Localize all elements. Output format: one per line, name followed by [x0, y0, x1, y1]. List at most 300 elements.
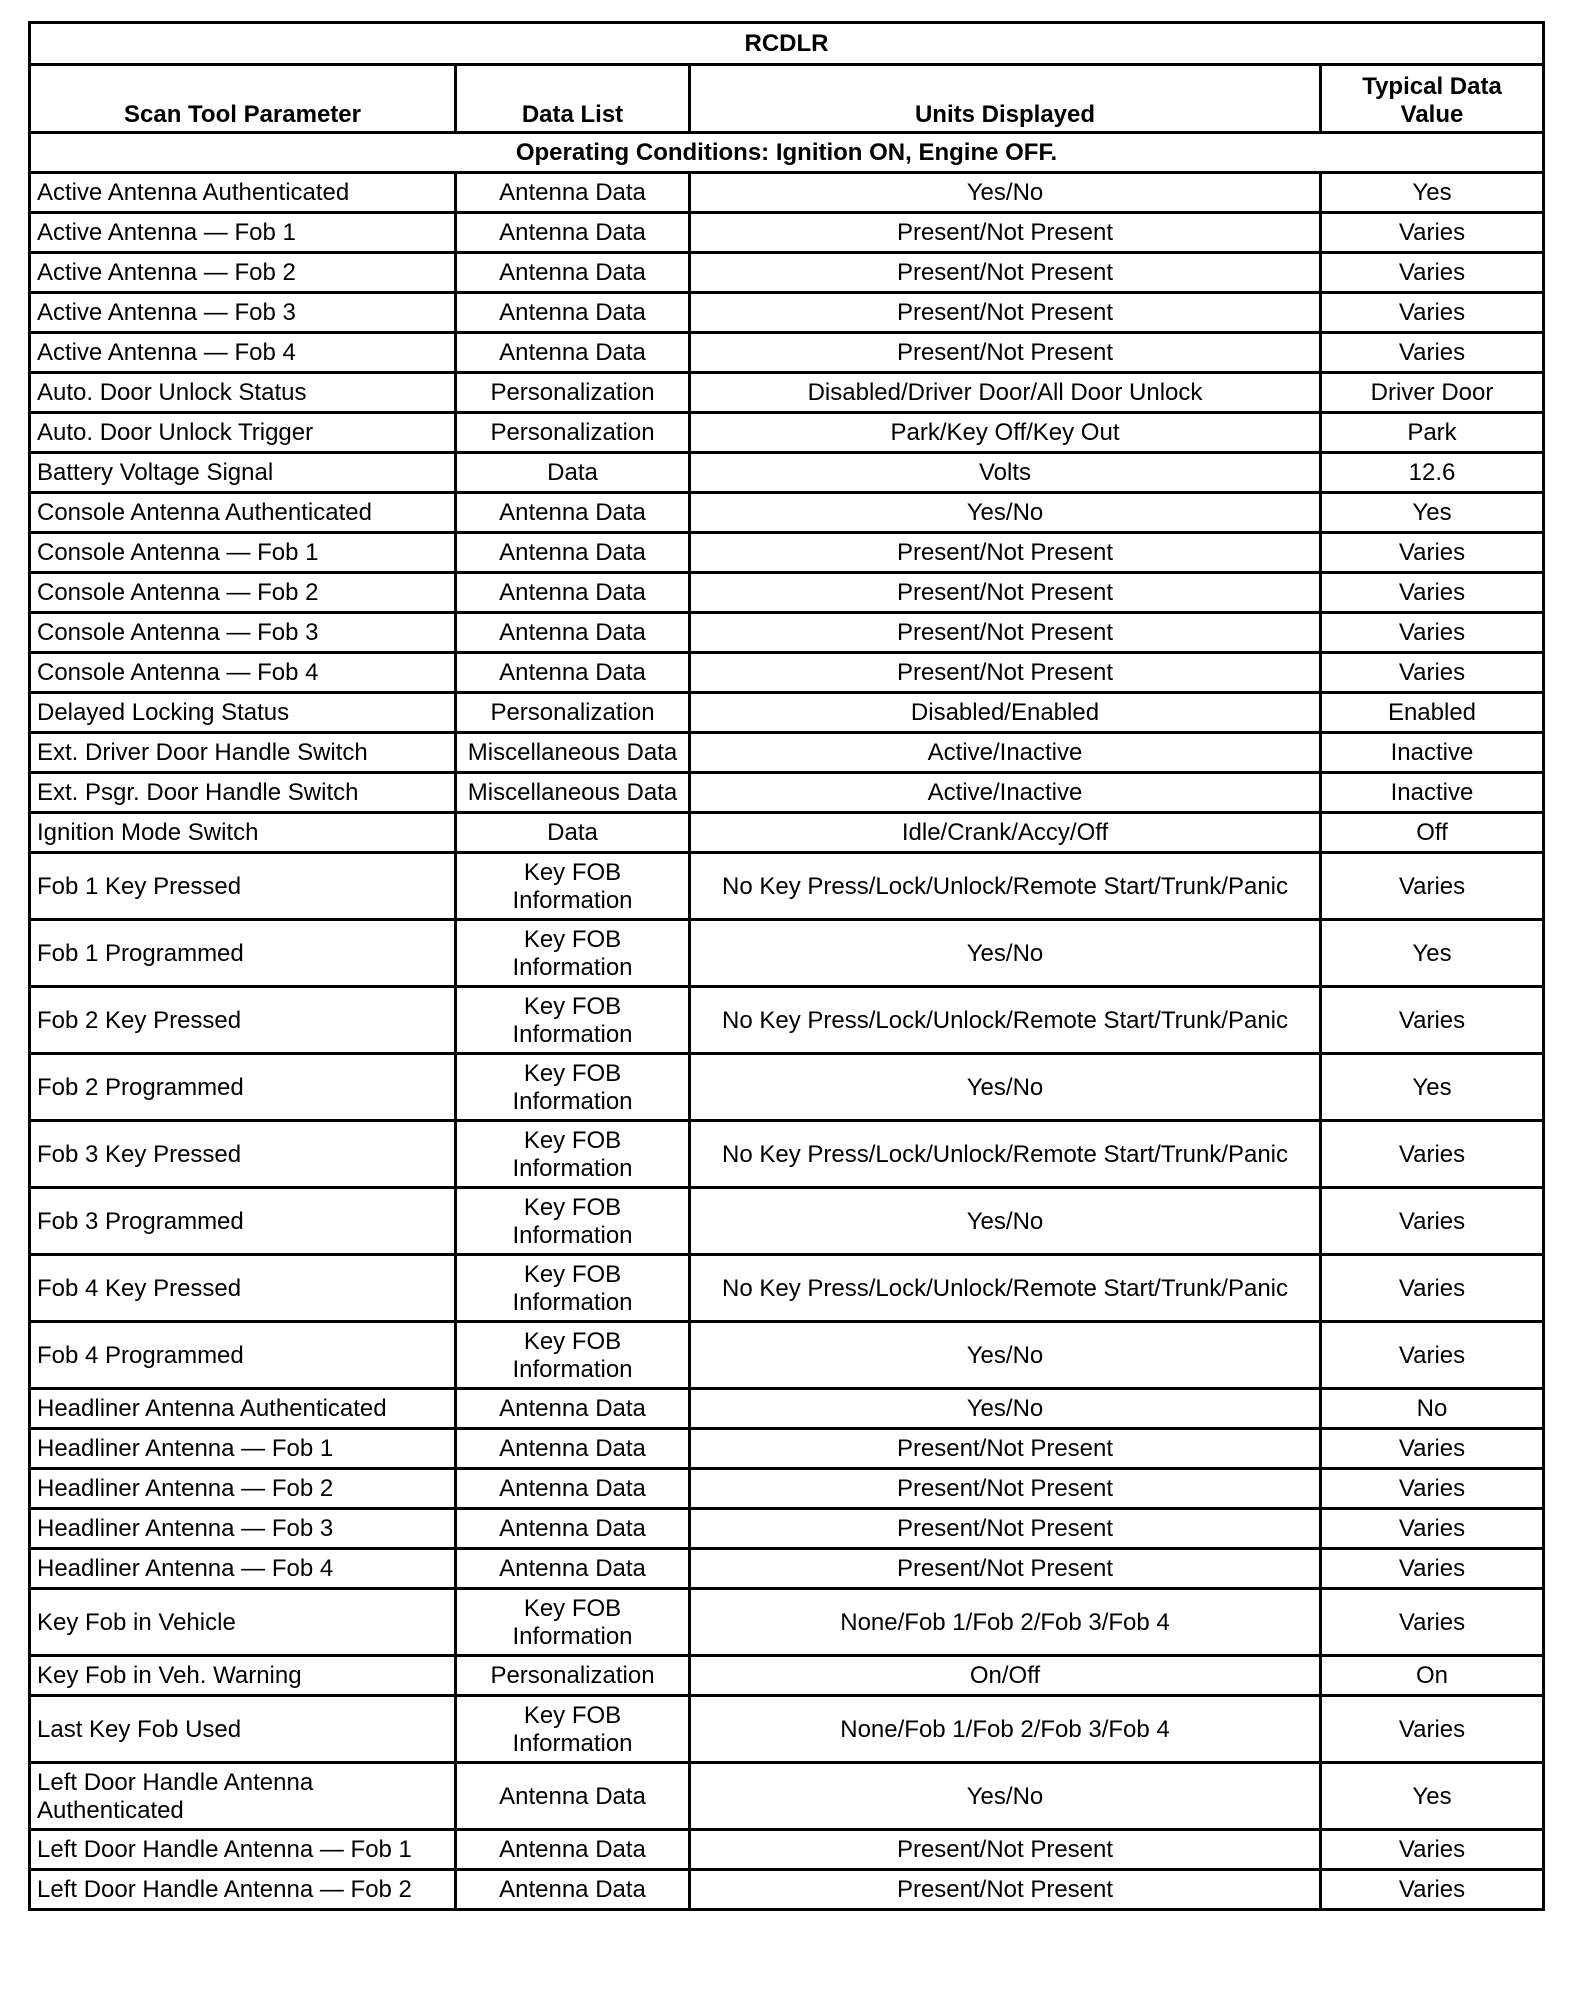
row-data-list-line: Information: [512, 1020, 633, 1048]
row-units: [690, 693, 1321, 733]
row-parameter-line: Left Door Handle Antenna — Fob 2: [37, 1876, 412, 1903]
row-data-list-line: Information: [512, 1221, 633, 1249]
row-typical-value-line: Park: [1407, 419, 1457, 446]
row-data-list: [456, 813, 690, 853]
row-parameter: [30, 1054, 456, 1121]
row-typical-value: [1321, 213, 1544, 253]
table-row: [30, 1188, 1544, 1255]
row-typical-value-line: Off: [1416, 819, 1448, 846]
row-parameter-line: Authenticated: [37, 1796, 184, 1824]
row-units-line: None/Fob 1/Fob 2/Fob 3/Fob 4: [840, 1608, 1170, 1636]
row-typical-value-line: Varies: [1398, 1207, 1466, 1235]
row-data-list-line: Antenna Data: [499, 1836, 646, 1863]
row-typical-value-line: Varies: [1398, 619, 1466, 646]
row-typical-value: [1321, 1429, 1544, 1469]
row-parameter: [30, 773, 456, 813]
row-data-list: [456, 373, 690, 413]
row-parameter-line: Ext. Driver Door Handle Switch: [37, 739, 368, 766]
table-row: [30, 813, 1544, 853]
header-typical-data-value: [1321, 65, 1544, 133]
row-typical-value-line: Varies: [1398, 1140, 1466, 1168]
row-units-line: Present/Not Present: [896, 579, 1114, 606]
row-units-line: Active/Inactive: [927, 779, 1083, 806]
row-typical-value-line: Varies: [1398, 1475, 1466, 1502]
row-units: [690, 293, 1321, 333]
header-typical-data-value-line2: Value: [1400, 101, 1464, 128]
row-data-list: [456, 253, 690, 293]
row-typical-value: [1321, 293, 1544, 333]
row-units-line: Yes/No: [966, 1782, 1044, 1810]
row-data-list-line: Personalization: [490, 699, 655, 726]
row-units-line: No Key Press/Lock/Unlock/Remote Start/Trunk/Panic: [722, 1140, 1288, 1168]
row-units: [690, 493, 1321, 533]
row-data-list: [456, 1121, 690, 1188]
table-row: [30, 1054, 1544, 1121]
row-parameter-line: Fob 1 Key Pressed: [37, 872, 242, 900]
row-parameter-line: Headliner Antenna — Fob 4: [37, 1555, 334, 1582]
row-parameter: [30, 1255, 456, 1322]
row-typical-value: [1321, 613, 1544, 653]
row-units: [690, 1763, 1321, 1830]
table-title: RCDLR: [30, 23, 1544, 65]
row-parameter: [30, 1589, 456, 1656]
row-data-list-line: Key FOB: [523, 992, 622, 1020]
row-data-list-line: Miscellaneous Data: [467, 779, 678, 806]
row-data-list-line: Antenna Data: [499, 219, 646, 246]
row-data-list: [456, 413, 690, 453]
table-row: [30, 1656, 1544, 1696]
row-units-line: Present/Not Present: [896, 219, 1114, 246]
row-typical-value: [1321, 1549, 1544, 1589]
row-data-list-line: Antenna Data: [499, 1395, 646, 1422]
row-data-list: [456, 920, 690, 987]
table-row: [30, 293, 1544, 333]
row-parameter: [30, 987, 456, 1054]
row-units-line: On/Off: [969, 1662, 1041, 1689]
row-parameter: [30, 1389, 456, 1429]
row-units: [690, 987, 1321, 1054]
table-row: [30, 1549, 1544, 1589]
row-units-line: Yes/No: [966, 499, 1044, 526]
row-typical-value-line: Varies: [1398, 1555, 1466, 1582]
operating-conditions: Operating Conditions: Ignition ON, Engine OFF.: [30, 133, 1544, 173]
row-data-list: [456, 453, 690, 493]
table-row: [30, 1589, 1544, 1656]
header-scan-tool-parameter: Scan Tool Parameter: [30, 65, 456, 133]
row-units: [690, 1188, 1321, 1255]
row-units-line: Active/Inactive: [927, 739, 1083, 766]
row-units-line: Present/Not Present: [896, 1515, 1114, 1542]
row-units: [690, 573, 1321, 613]
row-parameter-line: Left Door Handle Antenna — Fob 1: [37, 1836, 412, 1863]
row-data-list: [456, 1188, 690, 1255]
row-data-list-line: Antenna Data: [499, 659, 646, 686]
row-typical-value: [1321, 1255, 1544, 1322]
row-typical-value: [1321, 853, 1544, 920]
row-typical-value-line: On: [1415, 1662, 1448, 1689]
row-typical-value-line: Yes: [1412, 939, 1452, 967]
row-units-line: Yes/No: [966, 939, 1044, 967]
row-data-list-line: Antenna Data: [499, 619, 646, 646]
row-parameter: [30, 1509, 456, 1549]
row-data-list: [456, 733, 690, 773]
row-data-list: [456, 1469, 690, 1509]
row-units: [690, 1255, 1321, 1322]
row-parameter: [30, 293, 456, 333]
row-data-list-line: Personalization: [490, 1662, 655, 1689]
row-parameter: [30, 573, 456, 613]
table-row: [30, 253, 1544, 293]
row-units-line: Yes/No: [966, 1073, 1044, 1101]
row-data-list: [456, 293, 690, 333]
row-units: [690, 413, 1321, 453]
row-typical-value-line: 12.6: [1408, 459, 1456, 486]
row-parameter-line: Key Fob in Vehicle: [37, 1608, 236, 1636]
row-parameter-line: Console Antenna — Fob 3: [37, 619, 319, 646]
row-data-list-line: Information: [512, 1729, 633, 1757]
row-units-line: Yes/No: [966, 1341, 1044, 1369]
row-parameter-line: Console Antenna — Fob 2: [37, 579, 319, 606]
row-units-line: Present/Not Present: [896, 1555, 1114, 1582]
row-typical-value-line: Inactive: [1390, 739, 1474, 766]
row-typical-value-line: Yes: [1412, 1782, 1452, 1810]
row-typical-value: [1321, 1322, 1544, 1389]
row-units-line: No Key Press/Lock/Unlock/Remote Start/Trunk/Panic: [722, 1006, 1288, 1034]
row-data-list-line: Key FOB: [523, 1327, 622, 1355]
row-typical-value-line: Varies: [1398, 659, 1466, 686]
row-typical-value: [1321, 1389, 1544, 1429]
row-units-line: Disabled/Driver Door/All Door Unlock: [807, 379, 1203, 406]
row-data-list-line: Antenna Data: [499, 179, 646, 206]
table-row: [30, 533, 1544, 573]
table-row: [30, 1830, 1544, 1870]
row-data-list-line: Information: [512, 953, 633, 981]
row-typical-value-line: Varies: [1398, 1274, 1466, 1302]
row-typical-value-line: Varies: [1398, 1341, 1466, 1369]
row-units-line: Present/Not Present: [896, 339, 1114, 366]
row-parameter-line: Headliner Antenna — Fob 3: [37, 1515, 334, 1542]
row-data-list-line: Information: [512, 1087, 633, 1115]
row-typical-value-line: Varies: [1398, 1876, 1466, 1903]
row-units-line: Yes/No: [966, 1207, 1044, 1235]
row-parameter: [30, 333, 456, 373]
table-header-row: [30, 65, 1544, 133]
row-typical-value-line: Varies: [1398, 872, 1466, 900]
table-row: [30, 1509, 1544, 1549]
row-units-line: Present/Not Present: [896, 1475, 1114, 1502]
row-parameter: [30, 1696, 456, 1763]
table-row: [30, 213, 1544, 253]
row-units: [690, 653, 1321, 693]
row-typical-value-line: Driver Door: [1370, 379, 1494, 406]
row-data-list-line: Antenna Data: [499, 1435, 646, 1462]
row-data-list: [456, 1549, 690, 1589]
row-units: [690, 373, 1321, 413]
row-parameter-line: Ext. Psgr. Door Handle Switch: [37, 779, 359, 806]
row-units-line: Present/Not Present: [896, 1876, 1114, 1903]
row-typical-value-line: Varies: [1398, 339, 1466, 366]
row-typical-value: [1321, 1054, 1544, 1121]
row-data-list: [456, 1830, 690, 1870]
row-parameter: [30, 1656, 456, 1696]
row-data-list-line: Information: [512, 1622, 633, 1650]
row-data-list: [456, 1763, 690, 1830]
row-data-list-line: Information: [512, 1288, 633, 1316]
row-data-list: [456, 653, 690, 693]
table-row: [30, 920, 1544, 987]
row-typical-value: [1321, 1589, 1544, 1656]
row-data-list-line: Miscellaneous Data: [467, 739, 678, 766]
row-typical-value: [1321, 533, 1544, 573]
row-data-list-line: Data: [547, 819, 598, 846]
row-data-list-line: Antenna Data: [499, 579, 646, 606]
row-parameter-line: Fob 3 Key Pressed: [37, 1140, 242, 1168]
row-data-list-line: Antenna Data: [499, 339, 646, 366]
row-units: [690, 1870, 1321, 1910]
row-typical-value: [1321, 1509, 1544, 1549]
row-data-list: [456, 1589, 690, 1656]
row-parameter: [30, 1121, 456, 1188]
table-row: [30, 1429, 1544, 1469]
row-data-list-line: Personalization: [490, 379, 655, 406]
row-typical-value-line: Yes: [1412, 499, 1452, 526]
row-units: [690, 1696, 1321, 1763]
row-parameter: [30, 173, 456, 213]
row-units: [690, 733, 1321, 773]
row-units-line: No Key Press/Lock/Unlock/Remote Start/Trunk/Panic: [722, 872, 1288, 900]
row-data-list: [456, 1322, 690, 1389]
row-typical-value-line: Yes: [1412, 1073, 1452, 1101]
row-typical-value: [1321, 1469, 1544, 1509]
row-typical-value: [1321, 1870, 1544, 1910]
row-units: [690, 253, 1321, 293]
row-units-line: Present/Not Present: [896, 299, 1114, 326]
row-data-list-line: Antenna Data: [499, 1515, 646, 1542]
row-units: [690, 1830, 1321, 1870]
row-typical-value: [1321, 573, 1544, 613]
row-typical-value: [1321, 413, 1544, 453]
row-parameter-line: Console Antenna — Fob 4: [37, 659, 319, 686]
row-typical-value-line: Varies: [1398, 299, 1466, 326]
row-units-line: None/Fob 1/Fob 2/Fob 3/Fob 4: [840, 1715, 1170, 1743]
row-data-list-line: Key FOB: [523, 858, 622, 886]
row-parameter: [30, 373, 456, 413]
row-typical-value-line: Varies: [1398, 539, 1466, 566]
row-parameter: [30, 653, 456, 693]
row-units-line: Present/Not Present: [896, 259, 1114, 286]
row-parameter-line: Active Antenna — Fob 2: [37, 259, 296, 286]
row-parameter-line: Fob 2 Key Pressed: [37, 1006, 242, 1034]
row-parameter: [30, 1429, 456, 1469]
row-typical-value: [1321, 253, 1544, 293]
row-typical-value: [1321, 987, 1544, 1054]
row-typical-value-line: Enabled: [1387, 699, 1477, 726]
row-units-line: Present/Not Present: [896, 659, 1114, 686]
row-typical-value-line: Varies: [1398, 1515, 1466, 1542]
row-typical-value-line: Varies: [1398, 1006, 1466, 1034]
table-row: [30, 373, 1544, 413]
row-units: [690, 1121, 1321, 1188]
row-data-list: [456, 533, 690, 573]
row-parameter: [30, 1549, 456, 1589]
row-parameter: [30, 1188, 456, 1255]
row-parameter-line: Delayed Locking Status: [37, 699, 290, 726]
row-data-list: [456, 1255, 690, 1322]
header-typical-data-value-line1: Typical Data: [1362, 73, 1502, 100]
row-units-line: Yes/No: [966, 1395, 1044, 1422]
row-data-list: [456, 1389, 690, 1429]
row-units: [690, 333, 1321, 373]
row-typical-value-line: Varies: [1398, 259, 1466, 286]
row-parameter: [30, 853, 456, 920]
row-units: [690, 1469, 1321, 1509]
row-parameter: [30, 533, 456, 573]
row-units: [690, 813, 1321, 853]
row-parameter-line: Console Antenna — Fob 1: [37, 539, 319, 566]
row-data-list-line: Information: [512, 886, 633, 914]
row-parameter-line: Fob 4 Key Pressed: [37, 1274, 242, 1302]
row-units: [690, 1549, 1321, 1589]
row-parameter: [30, 253, 456, 293]
row-parameter-line: Auto. Door Unlock Status: [37, 379, 307, 406]
table-row: [30, 413, 1544, 453]
table-row: [30, 693, 1544, 733]
row-parameter: [30, 1830, 456, 1870]
row-units: [690, 533, 1321, 573]
table-row: [30, 333, 1544, 373]
row-parameter: [30, 1763, 456, 1830]
row-parameter-line: Headliner Antenna — Fob 2: [37, 1475, 334, 1502]
table-row: [30, 1870, 1544, 1910]
row-parameter-line: Auto. Door Unlock Trigger: [37, 419, 314, 446]
row-data-list: [456, 693, 690, 733]
row-data-list: [456, 1429, 690, 1469]
row-data-list: [456, 1509, 690, 1549]
row-units: [690, 613, 1321, 653]
row-data-list-line: Key FOB: [523, 1701, 622, 1729]
row-typical-value-line: Varies: [1398, 579, 1466, 606]
row-units: [690, 773, 1321, 813]
row-data-list: [456, 773, 690, 813]
row-units: [690, 1656, 1321, 1696]
row-parameter: [30, 493, 456, 533]
row-units-line: Volts: [978, 459, 1032, 486]
row-parameter-line: Fob 3 Programmed: [37, 1207, 244, 1235]
row-units: [690, 853, 1321, 920]
row-units-line: Present/Not Present: [896, 619, 1114, 646]
row-typical-value: [1321, 1696, 1544, 1763]
row-typical-value: [1321, 1830, 1544, 1870]
row-typical-value-line: Varies: [1398, 1608, 1466, 1636]
table-row: [30, 733, 1544, 773]
row-units-line: Park/Key Off/Key Out: [890, 419, 1120, 446]
table-row: [30, 987, 1544, 1054]
row-parameter-line: Active Antenna — Fob 1: [37, 219, 296, 246]
table-row: [30, 1255, 1544, 1322]
row-typical-value: [1321, 1656, 1544, 1696]
row-data-list: [456, 333, 690, 373]
rcdlr-data-table: [28, 21, 1545, 1911]
row-parameter: [30, 213, 456, 253]
row-parameter-line: Fob 4 Programmed: [37, 1341, 244, 1369]
table-row: [30, 853, 1544, 920]
row-parameter-line: Headliner Antenna — Fob 1: [37, 1435, 334, 1462]
row-data-list: [456, 493, 690, 533]
row-typical-value: [1321, 773, 1544, 813]
table-row: [30, 573, 1544, 613]
row-parameter-line: Fob 2 Programmed: [37, 1073, 244, 1101]
row-units: [690, 213, 1321, 253]
row-parameter-line: Battery Voltage Signal: [37, 459, 274, 486]
row-units: [690, 1429, 1321, 1469]
row-data-list-line: Key FOB: [523, 1594, 622, 1622]
row-data-list: [456, 1696, 690, 1763]
row-data-list: [456, 1656, 690, 1696]
row-parameter: [30, 920, 456, 987]
row-data-list-line: Personalization: [490, 419, 655, 446]
row-parameter-line: Active Antenna — Fob 3: [37, 299, 296, 326]
row-typical-value-line: Varies: [1398, 219, 1466, 246]
table-row: [30, 613, 1544, 653]
row-data-list-line: Information: [512, 1154, 633, 1182]
row-typical-value: [1321, 1121, 1544, 1188]
row-units-line: Idle/Crank/Accy/Off: [901, 819, 1109, 846]
row-parameter: [30, 453, 456, 493]
table-row: [30, 1121, 1544, 1188]
table-row: [30, 493, 1544, 533]
row-typical-value-line: Varies: [1398, 1715, 1466, 1743]
row-data-list-line: Antenna Data: [499, 1782, 646, 1810]
row-parameter: [30, 1870, 456, 1910]
row-units-line: Disabled/Enabled: [910, 699, 1100, 726]
row-parameter: [30, 613, 456, 653]
row-typical-value: [1321, 653, 1544, 693]
row-typical-value-line: Varies: [1398, 1836, 1466, 1863]
row-data-list-line: Antenna Data: [499, 539, 646, 566]
row-parameter-line: Ignition Mode Switch: [37, 819, 259, 846]
table-row: [30, 1763, 1544, 1830]
row-parameter-line: Active Antenna — Fob 4: [37, 339, 296, 366]
row-data-list-line: Key FOB: [523, 1126, 622, 1154]
row-data-list: [456, 573, 690, 613]
row-parameter-line: Console Antenna Authenticated: [37, 499, 372, 526]
row-data-list-line: Antenna Data: [499, 1876, 646, 1903]
row-data-list: [456, 987, 690, 1054]
row-parameter-line: Active Antenna Authenticated: [37, 179, 350, 206]
row-parameter: [30, 813, 456, 853]
row-typical-value: [1321, 453, 1544, 493]
row-data-list-line: Antenna Data: [499, 1475, 646, 1502]
row-data-list-line: Antenna Data: [499, 259, 646, 286]
table-row: [30, 773, 1544, 813]
row-typical-value: [1321, 733, 1544, 773]
row-data-list: [456, 213, 690, 253]
row-typical-value-line: Yes: [1412, 179, 1452, 206]
row-typical-value: [1321, 693, 1544, 733]
row-units: [690, 173, 1321, 213]
table-row: [30, 1696, 1544, 1763]
row-units: [690, 453, 1321, 493]
table-row: [30, 453, 1544, 493]
row-data-list-line: Key FOB: [523, 1193, 622, 1221]
row-data-list: [456, 173, 690, 213]
table-title-row: [30, 23, 1544, 65]
row-typical-value: [1321, 1188, 1544, 1255]
row-units: [690, 920, 1321, 987]
row-typical-value: [1321, 813, 1544, 853]
row-parameter: [30, 1469, 456, 1509]
row-units-line: Present/Not Present: [896, 1435, 1114, 1462]
